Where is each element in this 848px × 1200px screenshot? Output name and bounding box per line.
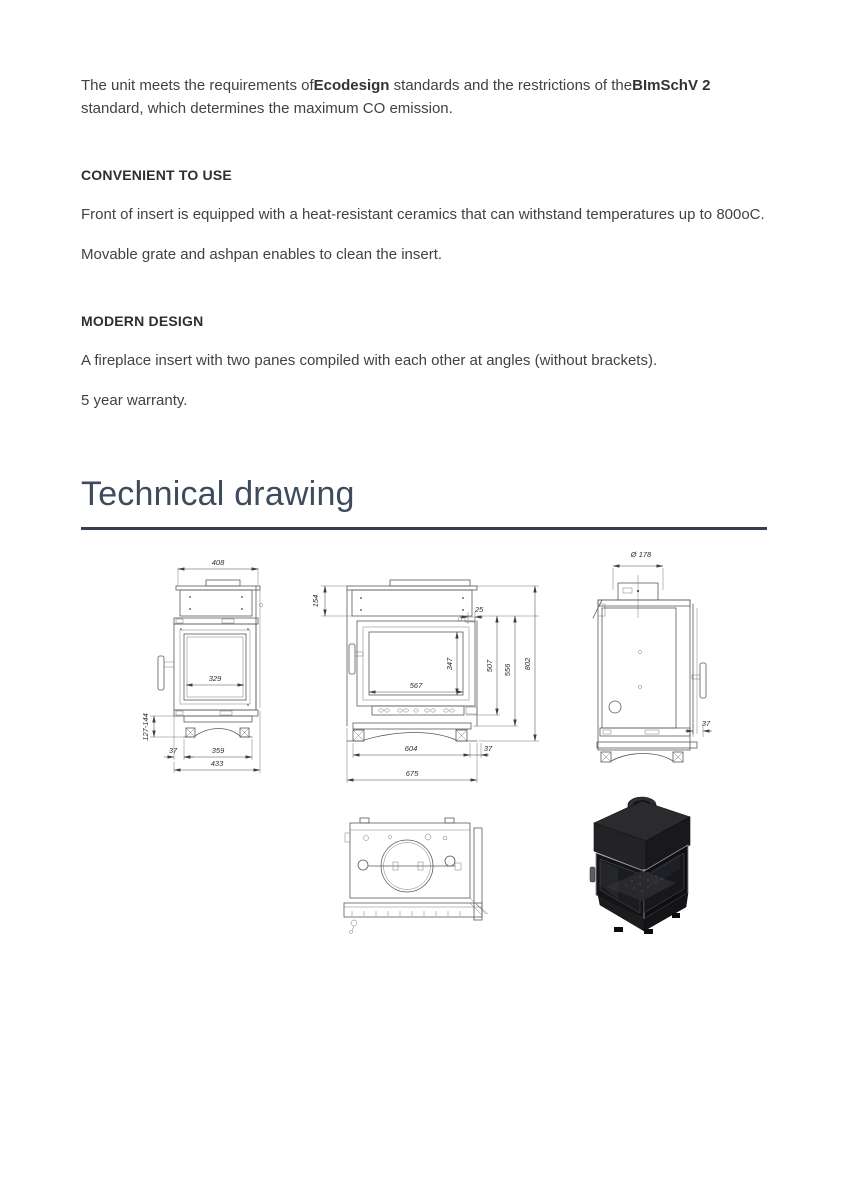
front-view-body xyxy=(347,580,477,741)
paragraph-warranty: 5 year warranty. xyxy=(81,392,188,409)
dim-label-675: 675 xyxy=(405,769,419,778)
dim-label-154: 154 xyxy=(311,594,320,608)
dim-label-507: 507 xyxy=(485,659,494,673)
dim-label-37-front: 37 xyxy=(483,744,493,753)
intro-bold-bimschv: BImSchV 2 xyxy=(632,77,711,94)
intro-paragraph xyxy=(81,74,767,120)
render-handle xyxy=(590,867,595,882)
dim-label-567: 567 xyxy=(409,681,423,690)
intro-text-2: standards and the restrictions of the xyxy=(389,77,633,94)
dim-label-37: 37 xyxy=(168,746,178,755)
title-rule xyxy=(81,527,767,530)
dim-label-dia178: Ø 178 xyxy=(630,550,652,559)
paragraph-grate: Movable grate and ashpan enables to clean the insert. xyxy=(81,246,443,263)
intro-bold-ecodesign: Ecodesign xyxy=(313,77,390,94)
dim-label-37-side: 37 xyxy=(701,719,711,728)
product-render-3d xyxy=(584,781,704,936)
drawing-right-side-view xyxy=(585,542,715,774)
left-view-body xyxy=(158,580,263,737)
dim-label-408: 408 xyxy=(211,558,225,567)
top-view-body xyxy=(344,818,488,934)
dim-label-25: 25 xyxy=(474,605,484,614)
technical-drawings xyxy=(81,548,767,948)
drawing-front-view xyxy=(303,564,548,792)
dim-label-556: 556 xyxy=(503,663,512,677)
dim-label-802: 802 xyxy=(523,657,532,671)
section-heading-modern: MODERN DESIGN xyxy=(81,313,204,329)
dim-label-329: 329 xyxy=(208,674,222,683)
section-heading-convenient: CONVENIENT TO USE xyxy=(81,167,232,183)
side-view-body xyxy=(593,575,706,762)
paragraph-ceramics: Front of insert is equipped with a heat-resistant ceramics that can withstand temperatures up to 800oC. xyxy=(81,206,765,223)
drawing-left-side-view xyxy=(140,556,270,796)
intro-text-1: The unit meets the requirements of xyxy=(81,77,314,94)
dim-label-347: 347 xyxy=(445,657,454,671)
intro-text-3: standard, which determines the maximum CO emission. xyxy=(81,100,453,117)
dim-label-127-144: 127-144 xyxy=(141,713,150,741)
dim-label-433: 433 xyxy=(210,759,224,768)
dim-label-604: 604 xyxy=(404,744,418,753)
paragraph-panes: A fireplace insert with two panes compiled with each other at angles (without brackets). xyxy=(81,352,658,369)
front-view-dimensions xyxy=(311,586,539,783)
technical-drawing-title: Technical drawing xyxy=(81,475,355,513)
dim-label-359: 359 xyxy=(211,746,225,755)
drawing-top-view xyxy=(330,808,502,936)
